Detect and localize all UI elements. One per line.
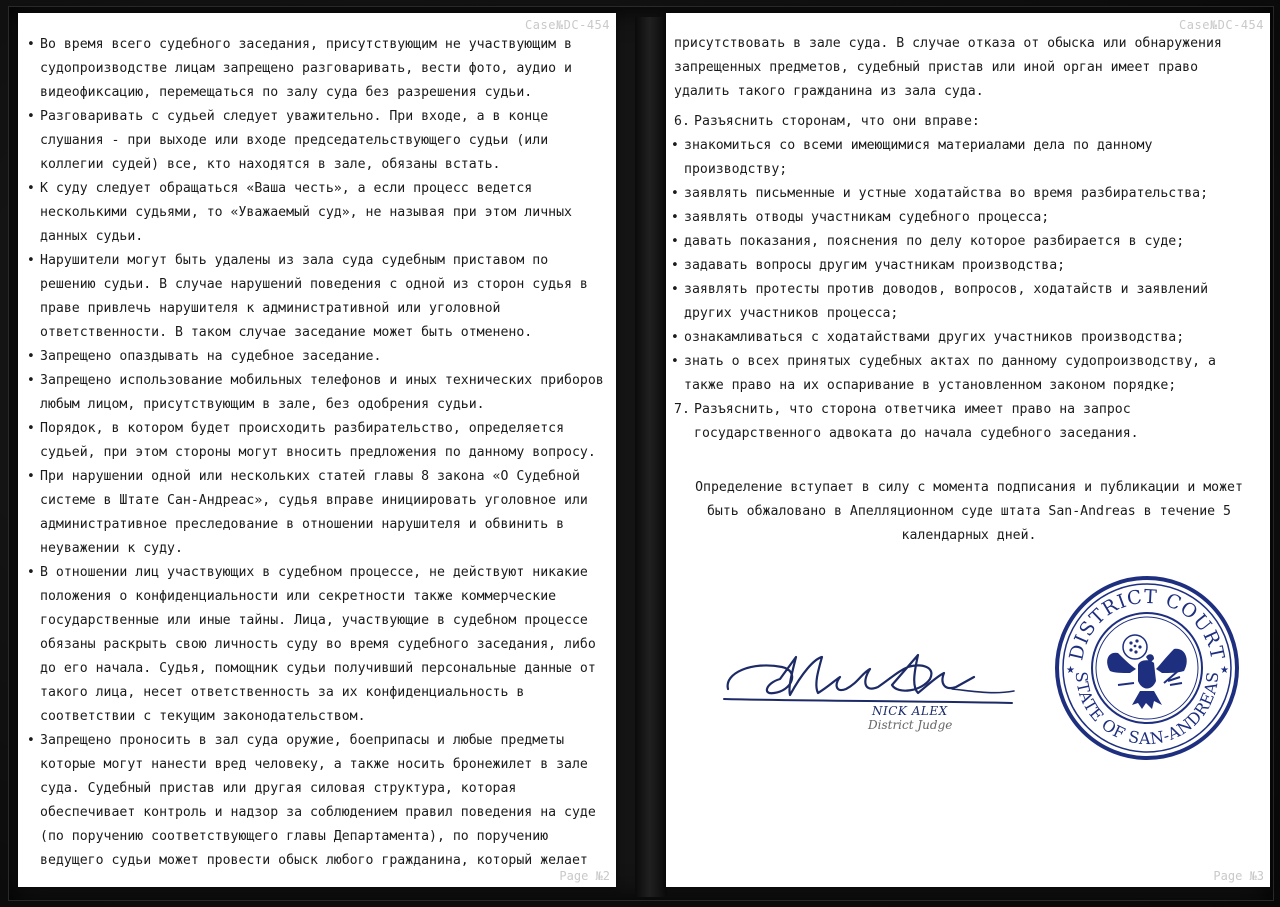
page-number: Page №3 xyxy=(1213,869,1264,883)
item-6 xyxy=(670,110,1256,134)
right-item: • знать о всех принятых судебных актах по данному судопроизводству, а также право на их оспаривание в установленном законом порядке; xyxy=(670,350,1256,398)
rule-item: • В отношении лиц участвующих в судебном процессе, не действуют никакие положения о конфиденциальности или секретности также коммерческие государственные или иные тайны. Лица, участвующие в судебном процессе обязаны раскрыть свою личность суду во время судебного заседания, либо до его начала. Судья, помощник судьи получивший персональные данные от такого лица, несет ответственность за их конфиденциальность в соответствии с текущим законодательством. xyxy=(26,561,610,729)
rule-item: • При нарушении одной или нескольких статей главы 8 закона «О Судебной системе в Штате Сан-Андреас», судья вправе инициировать уголовное или административное преследование в отношении нарушителя и обвинить в неуважении к суду. xyxy=(26,465,610,561)
page-2 xyxy=(18,13,616,887)
item-6-number: 6. xyxy=(674,114,690,129)
rule-item: • Во время всего судебного заседания, присутствующим не участвующим в судопроизводстве лицам запрещено разговаривать, вести фото, аудио и видеофиксацию, перемещаться по залу суда без разрешения судьи. xyxy=(26,33,610,105)
item-6-text: Разъяснить сторонам, что они вправе: xyxy=(694,114,980,129)
rule-item: • Запрещено опаздывать на судебное заседание. xyxy=(26,345,610,369)
right-item: • заявлять протесты против доводов, вопросов, ходатайств и заявлений других участников процесса; xyxy=(670,278,1256,326)
page-number: Page №2 xyxy=(559,869,610,883)
judge-signature xyxy=(722,643,1022,743)
rules-list xyxy=(26,33,610,873)
judge-name: NICK ALEX xyxy=(872,704,948,718)
rule-item: • Нарушители могут быть удалены из зала суда судебным приставом по решению судьи. В случае нарушений поведения с одной из сторон судья в праве привлечь нарушителя к административной или уголовной ответственности. В таком случае заседание может быть отменено. xyxy=(26,249,610,345)
right-item: • задавать вопросы другим участникам производства; xyxy=(670,254,1256,278)
item-7 xyxy=(670,398,1256,446)
rights-list xyxy=(670,134,1256,398)
case-number: Case№DC-454 xyxy=(525,18,610,32)
rule-item: • Запрещено проносить в зал суда оружие, боеприпасы и любые предметы которые могут нанести вред человеку, а также носить бронежилет в зале суда. Судебный пристав или другая силовая структура, которая обеспечивает контроль и надзор за соблюдением правил поведения на суде (по поручению соответствующего главы Департамента), по поручению ведущего судьи может провести обыск любого гражданина, который желает xyxy=(26,729,610,873)
svg-text:★: ★ xyxy=(1066,665,1075,676)
seal-top-text: DISTRICT COURT xyxy=(1065,585,1229,663)
right-item: • знакомиться со всеми имеющимися материалами дела по данному производству; xyxy=(670,134,1256,182)
seal-bottom-text: STATE OF SAN-ANDREAS xyxy=(1071,670,1223,749)
right-item: • заявлять отводы участникам судебного процесса; xyxy=(670,206,1256,230)
rule-item: • Порядок, в котором будет происходить разбирательство, определяется судьей, при этом стороны могут вносить предложения по данному вопросу. xyxy=(26,417,610,465)
page-3-content xyxy=(666,32,1270,548)
ruling-text: Определение вступает в силу с момента подписания и публикации и может быть обжаловано в Апелляционном суде штата San-Andreas в течение 5 календарных дней. xyxy=(695,480,1243,543)
rule-item: • Разговаривать с судьей следует уважительно. При входе, а в конце слушания - при выходе или входе председательствующего судьи (или коллегии судей) все, кто находятся в зале, обязаны встать. xyxy=(26,105,610,177)
page-2-content xyxy=(18,33,616,873)
right-item: • ознакамливаться с ходатайствами других участников производства; xyxy=(670,326,1256,350)
rule-item: • К суду следует обращаться «Ваша честь», а если процесс ведется несколькими судьями, то «Уважаемый суд», не называя при этом личных данных судьи. xyxy=(26,177,610,249)
rule-item: • Запрещено использование мобильных телефонов и иных технических приборов любым лицом, присутствующим в зале, без одобрения судьи. xyxy=(26,369,610,417)
continuation-text: присутствовать в зале суда. В случае отказа от обыска или обнаружения запрещенных предметов, судебный пристав или иной орган имеет право удалить такого гражданина из зала суда. xyxy=(674,36,1222,99)
right-item: • давать показания, пояснения по делу которое разбирается в суде; xyxy=(670,230,1256,254)
signature-scribble-icon xyxy=(722,643,1022,713)
item-7-number: 7. xyxy=(674,402,690,417)
item-7-text: Разъяснить, что сторона ответчика имеет право на запрос государственного адвоката до начала судебного заседания. xyxy=(694,402,1139,441)
case-number: Case№DC-454 xyxy=(1179,18,1264,32)
signature-text xyxy=(831,656,998,696)
binder-spine xyxy=(635,17,667,897)
svg-text:★: ★ xyxy=(1220,665,1229,676)
district-court-seal-icon xyxy=(1052,573,1242,763)
page-3 xyxy=(666,13,1270,887)
right-item: • заявлять письменные и устные ходатайства во время разбирательства; xyxy=(670,182,1256,206)
judge-title: District Judge xyxy=(868,718,953,732)
